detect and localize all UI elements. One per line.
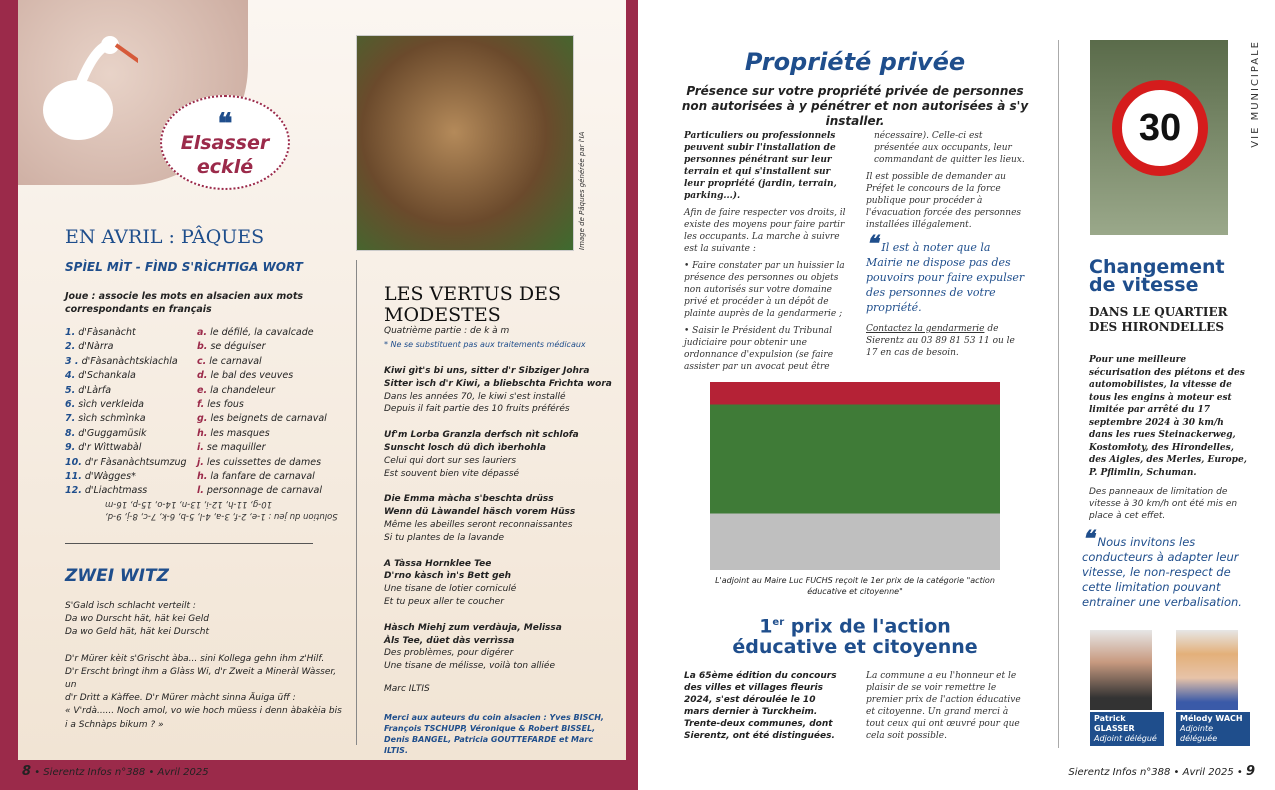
alsatian-word: d'r Fàsanàchtsumzug (84, 456, 187, 468)
speed-limit-icon: 30 (1112, 80, 1208, 176)
french-line: Et tu peux aller te coucher (384, 596, 504, 607)
prix-paragraph: La commune a eu l'honneur et le plaisir de se voir remettre le premier prix de l'action éducative et citoyenne. Un grand merci à tout ceux qui ont œuvré pour que cela soit possible. (866, 671, 1021, 741)
word-item (65, 427, 195, 441)
item-letter: i. (197, 442, 204, 454)
french-meaning-list (197, 326, 327, 499)
gendarmerie-link[interactable]: Contactez la gendarmerie (866, 324, 985, 334)
meaning-item (197, 427, 327, 441)
photo-credit: Image de Pâques générée par l'IA (578, 131, 586, 250)
photo-caption: L'adjoint au Maire Luc FUCHS reçoit le 1er prix de la catégorie "action éducative et citoyenne" (715, 576, 995, 596)
french-meaning: les beignets de carnaval (210, 413, 327, 425)
joke-line: Da wo Geld hät, hät kei Durscht (65, 627, 210, 638)
vitesse-paragraph: Des panneaux de limitation de vitesse à 30 km/h ont été mis en place à cet effet. (1089, 487, 1238, 521)
word-item (65, 456, 195, 470)
alsatian-line: Sitter ìsch d'r Kiwi, a bliebschta Frìchta wora (384, 378, 612, 389)
prix-title-text: prix de l'action (784, 615, 951, 638)
item-number: 10. (65, 456, 82, 468)
stanza (384, 365, 614, 416)
word-item (65, 340, 195, 354)
joke-line (65, 640, 345, 653)
vitesse-subtitle: DANS LE QUARTIER DES HIRONDELLES (1089, 305, 1228, 334)
item-number: 6. (65, 399, 76, 411)
divider (65, 543, 313, 544)
person-card (1090, 630, 1157, 743)
bullet-item: • Saisir le Président du Tribunal judiciaire pour obtenir une ordonnance d'expulsion (se faire assister par un avocat peut être (684, 326, 834, 372)
item-letter: d. (197, 370, 208, 382)
alsatian-line: Kiwi gìt's bi uns, sitter d'r Sibziger Johra (384, 366, 590, 376)
section-title: EN AVRIL : PÂQUES (65, 226, 265, 248)
contact-detail: de Sierentz au 03 89 81 53 11 ou le 17 en cas de besoin. (866, 324, 1015, 358)
game-subtitle: SPÌEL MÌT - FÌND S'RÌCHTIGA WORT (65, 260, 303, 274)
elsasser-eckle-badge (160, 95, 290, 190)
french-meaning: le défilé, la cavalcade (210, 327, 314, 338)
joke-line: D'r Mürer kèit s'Grischt àba... sini Kollega gehn ihm z'Hilf. (65, 653, 325, 664)
alsatian-word: d'Fàsanàchtskiachla (81, 355, 178, 367)
french-line: Une tisane de mélisse, voilà ton alliée (384, 661, 555, 672)
french-meaning: les masques (210, 427, 270, 439)
alsatian-word: d'Fàsanàcht (78, 327, 136, 338)
item-letter: c. (197, 355, 207, 367)
alsatian-line: D'rno kàsch ìn's Bett geh (384, 571, 512, 582)
avatar (1176, 630, 1238, 710)
page-number: 8 (22, 764, 32, 779)
alsatian-word: sìch schmìnka (78, 413, 146, 425)
french-meaning: se déguiser (210, 341, 266, 353)
vertus-title: LES VERTUS DES MODESTES (384, 283, 561, 326)
meaning-item (197, 384, 327, 398)
person-caption (1090, 712, 1164, 746)
meaning-item (197, 369, 327, 383)
item-letter: e. (197, 384, 208, 396)
item-letter: h. (197, 471, 208, 483)
alsatian-line: A Tàssa Hornklee Tee (384, 558, 492, 569)
quote-icon: ❝ (217, 107, 233, 140)
person-card (1176, 630, 1243, 743)
footer-text: • Sierentz Infos n°388 • Avril 2025 (34, 767, 209, 778)
alsatian-word: sìch verkleida (78, 399, 144, 411)
person-name: Mélody WACH (1180, 714, 1243, 723)
stanza (384, 622, 614, 673)
solution-line: Solution du jeu : 1-e, 2-f, 3-a, 4-l, 5-b, 6-k, 7-c, 8-j, 9-d, (105, 511, 338, 521)
game-solution (105, 498, 338, 522)
propriete-lead: Présence sur votre propriété privée de personnes non autorisées à y pénétrer et non autorisées à s'y installer. (681, 84, 1029, 128)
badge-title: Elsasser ecklé (180, 132, 270, 178)
word-item (65, 470, 195, 484)
french-meaning: la fanfare de carnaval (210, 471, 315, 483)
prix-paragraph: La 65ème édition du concours des villes et villages fleuris 2024, s'est déroulée le 10 mars dernier à Turckheim. Trente-deux communes, dont Sierentz, ont été distinguées. (684, 671, 837, 741)
french-meaning: les fous (207, 399, 244, 411)
bullet-text: Faire constater par un huissier la présence des personnes ou objets non autorisés sur votre domaine privé et procéder à un dépôt de plainte auprès de la gendarmerie ; (684, 261, 845, 319)
meaning-item (197, 355, 327, 369)
stanza (384, 429, 614, 480)
avatar (1090, 630, 1152, 710)
person-role: Adjoint délégué (1094, 734, 1157, 743)
item-number: 5. (65, 384, 76, 396)
prix-title-sup: er (772, 617, 785, 628)
joke-line: S'Gald ìsch schlacht verteilt : (65, 601, 196, 611)
word-item (65, 484, 195, 498)
item-number: 7. (65, 413, 76, 425)
author: Marc ILTIS (384, 684, 430, 694)
person-role: Adjointe déléguée (1180, 724, 1218, 743)
french-line: Même les abeilles seront reconnaissantes (384, 519, 573, 530)
prix-title-text: éducative et citoyenne (732, 636, 978, 659)
word-item (65, 355, 195, 369)
item-number: 9. (65, 442, 76, 454)
solution-line: 10-g, 11-h, 12-i, 13-n, 14-o, 15-p, 16-m (105, 499, 273, 509)
meaning-item (197, 456, 327, 470)
word-item (65, 412, 195, 426)
vertus-stanzas (384, 365, 614, 686)
joke-line: D'r Erscht brìngt ihm a Glàss Wi, d'r Zweit a Mineràl Wàsser, un (65, 666, 337, 691)
thanks-note: Merci aux auteurs du coin alsacien : Yves BISCH, François TSCHUPP, Véronique & Robert BISSEL, Denis BANGEL, Patricia GOUTTEFARDE et Marc ILTIS. (384, 713, 604, 755)
french-meaning: le carnaval (209, 355, 262, 367)
page-number: 9 (1245, 764, 1255, 779)
word-item (65, 384, 195, 398)
french-meaning: le bal des veuves (210, 370, 294, 382)
propriete-paragraph: Il est possible de demander au Préfet le concours de la force publique pour procéder à l'évacuation forcée des personnes installées illégalement. (866, 172, 1022, 230)
left-footer (22, 764, 209, 779)
item-letter: l. (197, 485, 204, 497)
meaning-item (197, 484, 327, 498)
meaning-item (197, 326, 327, 340)
alsatian-word: d'Guggamüsik (78, 427, 147, 439)
french-line: Celui qui dort sur ses lauriers (384, 455, 517, 466)
alsatian-line: Die Emma màcha s'beschta drüss (384, 494, 554, 505)
game-instructions: Joue : associe les mots en alsacien aux mots correspondants en français (65, 291, 304, 315)
french-line: Est souvent bien vite dépassé (384, 468, 520, 479)
alsatian-word-list (65, 326, 195, 499)
meaning-item (197, 441, 327, 455)
stanza (384, 558, 614, 609)
item-number: 12. (65, 485, 82, 497)
alsatian-word: d'Nàrra (78, 341, 114, 353)
pull-quote (866, 231, 1028, 315)
item-letter: g. (197, 413, 208, 425)
alsatian-word: d'Wàgges* (84, 471, 136, 483)
easter-bunny-image (356, 35, 574, 251)
alsatian-word: d'r Wìttwabàl (78, 442, 142, 454)
item-letter: f. (197, 399, 205, 411)
vitesse-title: Changement de vitesse (1089, 256, 1225, 296)
french-line: Une tisane de lotier corniculé (384, 584, 517, 595)
person-caption (1176, 712, 1250, 746)
stork-icon (38, 20, 138, 140)
prix-title-number: 1 (759, 615, 773, 638)
meaning-item (197, 340, 327, 354)
alsatian-line: Uf'm Lorba Granzla derfsch nìt schlofa (384, 430, 579, 441)
meaning-item (197, 470, 327, 484)
quote-icon: ❝ (866, 231, 878, 257)
stanza (384, 493, 614, 544)
quote-icon: ❝ (1082, 526, 1094, 552)
item-number: 1. (65, 327, 76, 338)
column-rule (1058, 40, 1059, 748)
vertus-note: * Ne se substituent pas aux traitements médicaux (384, 340, 586, 349)
item-number: 11. (65, 471, 82, 483)
french-meaning: se maquiller (206, 442, 266, 454)
alsatian-line: Hàsch Miehj zum verdàuja, Melissa (384, 622, 562, 633)
word-item (65, 398, 195, 412)
word-item (65, 441, 195, 455)
item-letter: h. (197, 427, 208, 439)
item-letter: j. (197, 456, 204, 468)
french-line: Dans les années 70, le kiwi s'est installé (384, 391, 566, 402)
bullet-text: Saisir le Président du Tribunal judiciaire pour obtenir une ordonnance d'expulsion (se faire assister par un avocat peut être (684, 326, 834, 372)
french-meaning: personnage de carnaval (206, 485, 322, 497)
alsatian-word: d'Liachtmass (84, 485, 148, 497)
alsatian-word: d'Làrfa (78, 384, 112, 396)
french-line: Depuis il fait partie des 10 fruits préférés (384, 404, 570, 415)
jokes-text (65, 600, 345, 732)
zwei-witz-title: ZWEI WITZ (65, 566, 169, 586)
column-rule (356, 260, 357, 745)
propriete-paragraph: Afin de faire respecter vos droits, il existe des moyens pour faire partir les occupants. La marche à suivre est la suivante : (684, 208, 846, 254)
word-item (65, 326, 195, 340)
french-meaning: les cuissettes de dames (206, 456, 322, 468)
word-item (65, 369, 195, 383)
joke-line: d'r Drìtt a Kàffee. D'r Mürer màcht sinna Äuiga üff : (65, 693, 296, 704)
contact-text (866, 323, 1028, 359)
vertus-subtitle: Quatrième partie : de k à m (384, 326, 510, 336)
bullet-item: • Faire constater par un huissier la présence des personnes ou objets non autorisés sur votre domaine privé et procéder à un dépôt de plainte auprès de la gendarmerie ; (684, 261, 845, 319)
propriete-paragraph: nécessaire). Celle-ci est présentée aux occupants, leur commandant de quitter les lieux. (874, 131, 1025, 165)
propriete-intro: Particuliers ou professionnels peuvent subir l'installation de personnes pénétrant sur leur terrain et qui s'installent sur leur propriété (jardin, terrain, parking...). (684, 131, 837, 201)
person-name: Patrick GLASSER (1094, 714, 1135, 733)
vitesse-paragraph: Pour une meilleure sécurisation des piétons et des automobilistes, la vitesse de tous les engins à moteur est limitée par arrêté du 17 septembre 2024 à 30 km/h dans les rues Steinackerweg, Kostomłoty, des Hirondelles, des Aigles, des Merles, Europe, P. Pflimlin, Schuman. (1089, 355, 1247, 478)
alsatian-line: Àls Tee, düet dàs verrìssa (384, 635, 515, 646)
item-letter: b. (197, 341, 208, 353)
item-letter: a. (197, 327, 208, 338)
prix-title (680, 612, 1030, 658)
pull-quote (1082, 526, 1247, 610)
item-number: 4. (65, 370, 76, 382)
french-line: Des problèmes, pour digérer (384, 648, 514, 659)
joke-line: Da wo Durscht hät, hät kei Geld (65, 614, 210, 625)
item-number: 8. (65, 427, 76, 439)
alsatian-line: Wenn dü Làwandel häsch vorem Hüss (384, 507, 576, 518)
right-footer (1068, 764, 1255, 779)
french-meaning: la chandeleur (210, 384, 275, 396)
speed-sign-photo (1090, 40, 1228, 235)
joke-line: « V'rdà...... Noch amol, vo wie hoch müess i denn àbakèia bis i a Schnàps bikum ? » (65, 706, 342, 730)
section-tag: VIE MUNICIPALE (1250, 40, 1261, 148)
item-number: 2. (65, 341, 76, 353)
alsatian-line: Sunscht losch dü dìch ìberhohla (384, 442, 546, 453)
quote-text: Il est à noter que la Mairie ne dispose pas des pouvoirs pour faire expulser des personnes de votre propriété. (866, 241, 1025, 314)
award-photo (710, 382, 1000, 570)
meaning-item (197, 398, 327, 412)
footer-text: Sierentz Infos n°388 • Avril 2025 • (1068, 767, 1243, 778)
propriete-title: Propriété privée (744, 48, 966, 76)
french-line: Si tu plantes de la lavande (384, 532, 505, 543)
item-number: 3 . (65, 355, 79, 367)
meaning-item (197, 412, 327, 426)
quote-text: Nous invitons les conducteurs à adapter leur vitesse, le non-respect de cette limitation pouvant entrainer une verbalisation. (1082, 535, 1242, 609)
alsatian-word: d'Schankala (78, 370, 136, 382)
